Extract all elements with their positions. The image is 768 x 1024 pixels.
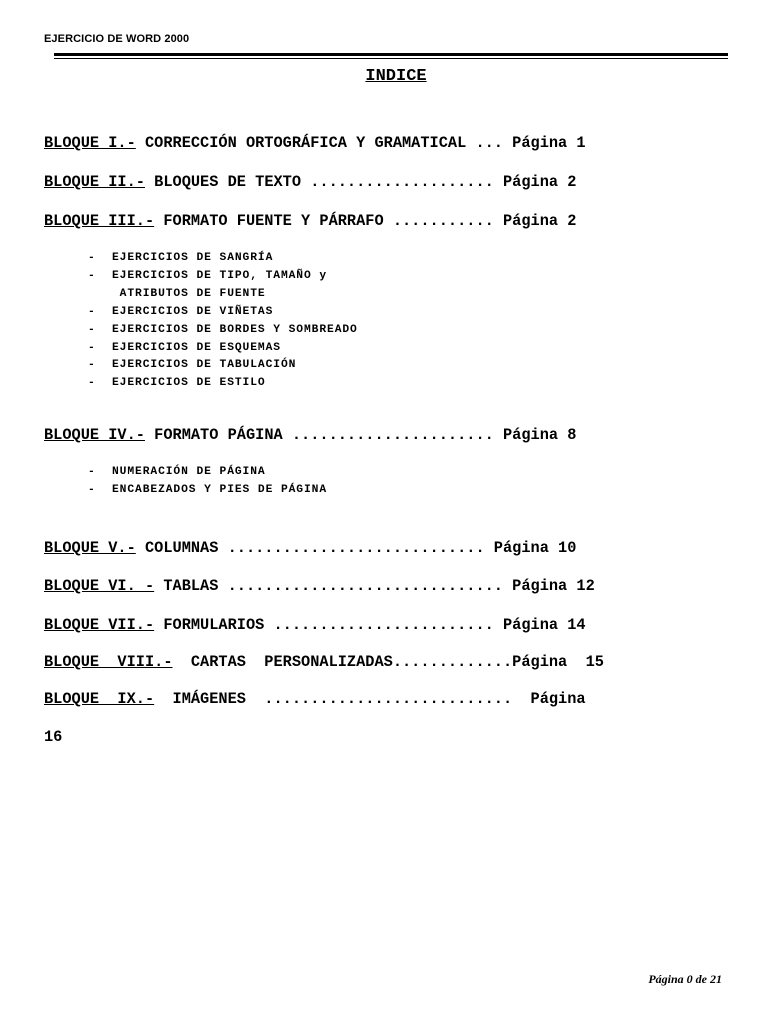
page-footer: Página 0 de 21	[648, 972, 722, 986]
toc-text: TABLAS .............................. Página 12	[154, 577, 595, 595]
toc-entry-bloque-ix	[44, 689, 586, 709]
list-item: - ENCABEZADOS Y PIES DE PÁGINA	[88, 483, 328, 496]
toc-entry-bloque-iv	[44, 425, 576, 445]
list-item: ATRIBUTOS DE FUENTE	[112, 287, 266, 300]
toc-entry-bloque-ii	[44, 172, 576, 192]
toc-entry-bloque-v	[44, 538, 576, 558]
list-item: - EJERCICIOS DE BORDES Y SOMBREADO	[88, 323, 358, 336]
list-item: - EJERCICIOS DE TIPO, TAMAÑO y	[88, 269, 328, 282]
list-item: - EJERCICIOS DE TABULACIÓN	[88, 359, 297, 372]
toc-text: FORMATO FUENTE Y PÁRRAFO ........... Página 2	[154, 212, 577, 230]
toc-text: FORMATO PÁGINA ...................... Página 8	[144, 426, 577, 444]
toc-text: FORMULARIOS ........................ Página 14	[154, 616, 586, 634]
toc-entry-bloque-vi	[44, 576, 595, 596]
header-title: EJERCICIO DE WORD 2000	[44, 33, 190, 45]
list-item: - EJERCICIOS DE ESQUEMAS	[88, 341, 281, 354]
toc-key: BLOQUE VIII.-	[44, 653, 173, 671]
toc-text: CARTAS PERSONALIZADAS.............Página 15	[172, 653, 604, 671]
toc-text: CORRECCIÓN ORTOGRÁFICA Y GRAMATICAL ... Página 1	[135, 134, 586, 152]
list-item: - EJERCICIOS DE ESTILO	[88, 377, 266, 390]
toc-text: IMÁGENES ........................... Página	[154, 690, 586, 708]
list-item: - EJERCICIOS DE SANGRÍA	[88, 252, 274, 264]
toc-entry-bloque-ix-wrapped-page: 16	[44, 728, 63, 746]
list-item: - EJERCICIOS DE VIÑETAS	[88, 305, 274, 318]
toc-key: BLOQUE IV.-	[44, 426, 145, 444]
toc-key: BLOQUE II.-	[44, 173, 145, 191]
toc-text: BLOQUES DE TEXTO .................... Página 2	[144, 173, 577, 191]
toc-key: BLOQUE I.-	[44, 134, 136, 152]
toc-entry-bloque-i	[44, 133, 586, 153]
toc-key: BLOQUE III.-	[44, 212, 155, 230]
toc-key: BLOQUE V.-	[44, 539, 136, 557]
bloque-iii-sublist	[88, 250, 358, 393]
toc-key: BLOQUE VI. -	[44, 577, 155, 595]
toc-entry-bloque-iii	[44, 211, 576, 231]
toc-entry-bloque-viii	[44, 652, 604, 672]
header-rule-thick	[54, 53, 728, 56]
toc-key: BLOQUE VII.-	[44, 616, 155, 634]
document-title: INDICE	[365, 67, 427, 86]
bloque-iv-sublist	[88, 464, 327, 500]
list-item: - NUMERACIÓN DE PÁGINA	[88, 466, 266, 478]
toc-key: BLOQUE IX.-	[44, 690, 155, 708]
toc-entry-bloque-vii	[44, 615, 586, 635]
document-title-container	[0, 67, 768, 86]
header-rule-thin	[54, 58, 728, 59]
toc-text: COLUMNAS ............................ Página 10	[135, 539, 577, 557]
